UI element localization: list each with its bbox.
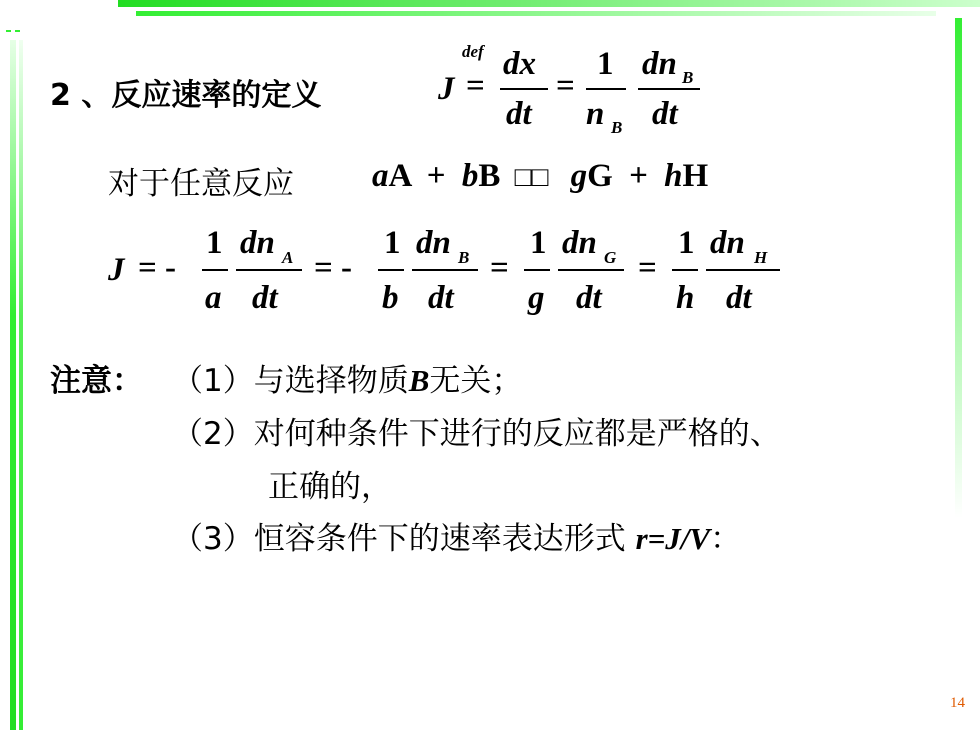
gen-J: J [108, 252, 125, 288]
def-eq-1: = [466, 68, 485, 104]
coef-g: g [570, 158, 588, 194]
top-green-bar-thin [136, 11, 936, 16]
term-b-sub: B [458, 248, 470, 267]
coef-b: b [461, 158, 479, 194]
top-green-bar-thick [118, 0, 980, 7]
term-h-sub: H [754, 248, 768, 267]
species-A: A [388, 158, 411, 194]
plus-2: + [629, 158, 648, 194]
term-b-coef: b [382, 280, 399, 316]
note-item-2-line-1: （2）对何种条件下进行的反应都是严格的、 [172, 416, 781, 452]
term-g-line-1 [524, 269, 550, 271]
note-item-2-line-2: 正确的， [268, 469, 392, 505]
species-B: B [478, 158, 501, 194]
term-a-one: 1 [206, 225, 223, 261]
term-a-line-1 [202, 269, 228, 271]
note-item-3 [172, 513, 741, 558]
def-frac-line-2 [586, 88, 626, 90]
def-dt-2: dt [652, 96, 678, 132]
def-marker: def [462, 42, 484, 61]
right-green-bar [955, 18, 962, 518]
term-g-line-2 [558, 269, 624, 271]
def-one: 1 [597, 46, 614, 82]
section-heading: 2 、反应速率的定义 [50, 78, 322, 113]
plus-1: + [426, 158, 446, 194]
def-eq-2: = [556, 68, 575, 104]
def-dx: dx [503, 46, 536, 82]
coef-h: h [664, 158, 683, 194]
term-b-line-1 [378, 269, 404, 271]
term-b-line-2 [412, 269, 478, 271]
gen-eq-neg-2: = - [314, 250, 353, 286]
def-frac-line-3 [638, 88, 700, 90]
def-nB-sub: B [611, 118, 623, 137]
term-b-one: 1 [384, 225, 401, 261]
coef-a: a [372, 158, 389, 194]
note-3-prefix: （3）恒容条件下的速率表达形式 [172, 521, 636, 557]
species-H: H [682, 158, 709, 194]
term-a-dn: dn [240, 225, 275, 261]
gen-eq-neg-1: = - [138, 250, 177, 286]
def-lhs-J: J [438, 71, 455, 107]
gen-eq-3: = [490, 250, 509, 286]
note-1-prefix: （1）与选择物质 [172, 363, 409, 399]
note-1-suffix: 无关； [429, 363, 523, 399]
note-item-1 [172, 355, 522, 400]
term-g-dt: dt [576, 280, 602, 316]
reaction-equation [372, 158, 708, 195]
term-g-coef: g [528, 280, 545, 316]
term-h-coef: h [676, 280, 695, 316]
def-nB: n [586, 96, 605, 132]
note-3-formula: r=J/V [635, 521, 711, 556]
left-green-bar-thin [19, 40, 23, 730]
gen-eq-4: = [638, 250, 657, 286]
def-dt-1: dt [506, 96, 532, 132]
term-h-line-1 [672, 269, 698, 271]
term-h-line-2 [706, 269, 780, 271]
term-g-dn: dn [562, 225, 597, 261]
term-a-sub: A [282, 248, 294, 267]
def-frac-line-1 [500, 88, 548, 90]
term-h-dn: dn [710, 225, 745, 261]
notes-label: 注意： [50, 363, 143, 399]
term-h-dt: dt [726, 280, 752, 316]
term-h-one: 1 [678, 225, 695, 261]
term-a-dt: dt [252, 280, 278, 316]
species-G: G [587, 158, 613, 194]
term-b-dt: dt [428, 280, 454, 316]
term-g-one: 1 [530, 225, 547, 261]
term-g-sub: G [604, 248, 617, 267]
corner-mark [6, 30, 24, 32]
note-3-suffix: ： [710, 521, 742, 557]
term-a-line-2 [236, 269, 302, 271]
left-green-bar-thick [10, 40, 16, 730]
def-dn-sub: B [682, 68, 694, 87]
reaction-arrow-glyph: □□ [514, 162, 549, 193]
reaction-label: 对于任意反应 [108, 166, 294, 202]
note-1-italic-B: B [408, 363, 430, 398]
term-a-coef: a [205, 280, 222, 316]
term-b-dn: dn [416, 225, 451, 261]
page-number: 14 [950, 695, 965, 711]
def-dn: dn [642, 46, 677, 82]
